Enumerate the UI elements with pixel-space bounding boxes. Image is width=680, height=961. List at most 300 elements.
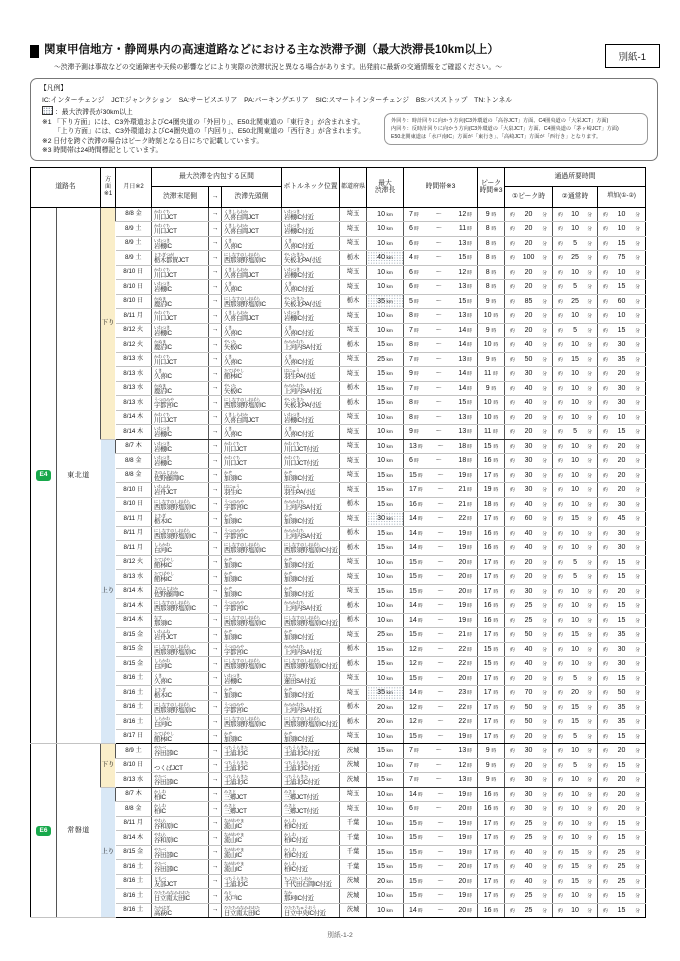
- tail-station-cell: やたべ 谷田部IC: [152, 860, 209, 875]
- table-row: [31, 758, 646, 773]
- table-row: [31, 889, 646, 904]
- transit-normal-cell: 約 10 分: [553, 222, 598, 237]
- arrow-icon: →: [209, 483, 222, 498]
- peak-time-cell: 16 時: [478, 541, 505, 556]
- head-station-cell: つちうらきた 土浦北IC: [222, 744, 282, 759]
- transit-increase-cell: 約 10 分: [598, 222, 646, 237]
- transit-peak-cell: 約 40 分: [505, 541, 553, 556]
- header-road: 道路名: [31, 167, 101, 207]
- transit-normal-cell: 約 10 分: [553, 439, 598, 454]
- max-length-cell: 10 km: [367, 787, 404, 802]
- transit-normal-cell: 約 10 分: [553, 816, 598, 831]
- header-max-length: [367, 167, 404, 207]
- max-length-cell: 20 km: [367, 700, 404, 715]
- tail-station-cell: にしなすのしおばら 西那須野塩原IC: [152, 526, 209, 541]
- table-row: [31, 570, 646, 585]
- max-length-cell: 15 km: [367, 526, 404, 541]
- peak-time-cell: 17 時: [478, 468, 505, 483]
- transit-peak-cell: 約 30 分: [505, 439, 553, 454]
- transit-normal-cell: 約 5 分: [553, 425, 598, 440]
- transit-increase-cell: 約 20 分: [598, 584, 646, 599]
- bottleneck-cell: かしわ 柏IC付近: [282, 860, 340, 875]
- bottleneck-cell: かしわ 柏IC付近: [282, 831, 340, 846]
- header-transit-peak: ①ピーク時: [505, 186, 553, 207]
- table-row: [31, 236, 646, 251]
- max-length-cell: 10 km: [367, 671, 404, 686]
- prefecture-cell: 埼玉: [340, 352, 367, 367]
- head-station-cell: うつのみや 宇都宮IC: [222, 700, 282, 715]
- transit-increase-cell: 約 15 分: [598, 323, 646, 338]
- transit-increase-cell: 約 15 分: [598, 280, 646, 295]
- transit-increase-cell: 約 30 分: [598, 642, 646, 657]
- table-row: [31, 323, 646, 338]
- prefecture-cell: 千葉: [340, 831, 367, 846]
- arrow-icon: →: [209, 599, 222, 614]
- doc-label: 別紙-1: [605, 44, 660, 68]
- transit-increase-cell: 約 30 分: [598, 541, 646, 556]
- transit-peak-cell: 約 30 分: [505, 483, 553, 498]
- date-cell: 8/10 日: [116, 280, 152, 295]
- bottleneck-cell: かぞ 加須IC付近: [282, 512, 340, 527]
- table-row: [31, 787, 646, 802]
- table-row: [31, 642, 646, 657]
- arrow-icon: →: [209, 889, 222, 904]
- table-row: [31, 671, 646, 686]
- table-row: [31, 512, 646, 527]
- prefecture-cell: 栃木: [340, 251, 367, 266]
- arrow-icon: →: [209, 425, 222, 440]
- transit-increase-cell: 約 30 分: [598, 497, 646, 512]
- max-length-cell: 10 km: [367, 599, 404, 614]
- time-band-cell: 6時 ～ 12時: [404, 265, 478, 280]
- date-cell: 8/12 火: [116, 555, 152, 570]
- transit-increase-cell: 約 15 分: [598, 729, 646, 744]
- transit-increase-cell: 約 35 分: [598, 715, 646, 730]
- time-band-cell: 14時 ～ 23時: [404, 686, 478, 701]
- date-cell: 8/9 土: [116, 744, 152, 759]
- transit-peak-cell: 約 40 分: [505, 338, 553, 353]
- max-length-cell: 10 km: [367, 309, 404, 324]
- time-band-cell: 6時 ～ 13時: [404, 280, 478, 295]
- table-row: [31, 555, 646, 570]
- time-band-cell: 9時 ～ 14時: [404, 367, 478, 382]
- date-cell: 8/15 金: [116, 657, 152, 672]
- time-band-cell: 16時 ～ 21時: [404, 497, 478, 512]
- date-cell: 8/16 土: [116, 671, 152, 686]
- header-date: 月日※2: [116, 167, 152, 207]
- head-station-cell: うつのみや 宇都宮IC: [222, 497, 282, 512]
- table-row: [31, 352, 646, 367]
- date-cell: 8/14 木: [116, 613, 152, 628]
- bottleneck-cell: にしなすのしおばら 西那須野塩原IC付近: [282, 613, 340, 628]
- bottleneck-cell: いわつき 岩槻IC付近: [282, 207, 340, 222]
- max-length-cell: 10 km: [367, 903, 404, 918]
- date-cell: 8/16 土: [116, 700, 152, 715]
- time-band-cell: 14時 ～ 19時: [404, 599, 478, 614]
- arrow-icon: →: [209, 628, 222, 643]
- hatch-swatch-icon: [42, 106, 53, 115]
- head-station-cell: かぞ 加須IC: [222, 729, 282, 744]
- arrow-icon: →: [209, 410, 222, 425]
- arrow-icon: →: [209, 787, 222, 802]
- max-length-cell: 10 km: [367, 280, 404, 295]
- transit-increase-cell: 約 15 分: [598, 889, 646, 904]
- header-bottleneck: ボトルネック位置: [282, 167, 340, 207]
- header-peak-time: [478, 167, 505, 207]
- tail-station-cell: かわぐち 川口JCT: [152, 410, 209, 425]
- transit-normal-cell: 約 15 分: [553, 512, 598, 527]
- bottleneck-cell: かみかわち 上河内SA付近: [282, 381, 340, 396]
- transit-peak-cell: 約 25 分: [505, 816, 553, 831]
- peak-time-cell: 8 時: [478, 251, 505, 266]
- max-length-cell: 35 km: [367, 686, 404, 701]
- max-length-cell: 10 km: [367, 570, 404, 585]
- tail-station-cell: にしなすのしおばら 西那須野塩原IC: [152, 700, 209, 715]
- date-cell: 8/11 月: [116, 526, 152, 541]
- head-station-cell: くき 久喜IC: [222, 425, 282, 440]
- arrow-icon: →: [209, 439, 222, 454]
- table-row: [31, 280, 646, 295]
- head-station-cell: くき 久喜IC: [222, 236, 282, 251]
- tail-station-cell: しらかわ 白河IC: [152, 715, 209, 730]
- table-row: [31, 628, 646, 643]
- bottleneck-cell: かしわ 柏IC付近: [282, 816, 340, 831]
- head-station-cell: かぞ 加須IC: [222, 512, 282, 527]
- direction-cell: 下り: [101, 207, 116, 439]
- transit-increase-cell: 約 10 分: [598, 309, 646, 324]
- bottleneck-cell: かみかわち 上河内SA付近: [282, 700, 340, 715]
- tail-station-cell: とちぎ 栃木IC: [152, 512, 209, 527]
- date-cell: 8/16 土: [116, 860, 152, 875]
- prefecture-cell: 埼玉: [340, 802, 367, 817]
- tail-station-cell: とちぎつが 栃木都賀JCT: [152, 251, 209, 266]
- prefecture-cell: 栃木: [340, 642, 367, 657]
- peak-time-cell: 17 時: [478, 831, 505, 846]
- time-band-cell: 4時 ～ 15時: [404, 251, 478, 266]
- peak-time-cell: 9 時: [478, 758, 505, 773]
- transit-peak-cell: 約 20 分: [505, 323, 553, 338]
- tail-station-cell: かぬま 鹿沼IC: [152, 338, 209, 353]
- transit-peak-cell: 約 70 分: [505, 686, 553, 701]
- peak-time-cell: 10 時: [478, 396, 505, 411]
- arrow-icon: →: [209, 555, 222, 570]
- prefecture-cell: 埼玉: [340, 439, 367, 454]
- direction-cell: 上り: [101, 787, 116, 918]
- transit-increase-cell: 約 20 分: [598, 773, 646, 788]
- peak-time-cell: 17 時: [478, 816, 505, 831]
- max-length-cell: 10 km: [367, 236, 404, 251]
- transit-increase-cell: 約 15 分: [598, 816, 646, 831]
- time-band-cell: 12時 ～ 22時: [404, 715, 478, 730]
- tail-station-cell: ともべ 友部JCT: [152, 874, 209, 889]
- transit-peak-cell: 約 30 分: [505, 468, 553, 483]
- table-row: [31, 802, 646, 817]
- arrow-icon: →: [209, 729, 222, 744]
- table-row: [31, 468, 646, 483]
- prefecture-cell: 埼玉: [340, 787, 367, 802]
- table-row: [31, 845, 646, 860]
- date-cell: 8/8 金: [116, 802, 152, 817]
- transit-peak-cell: 約 20 分: [505, 671, 553, 686]
- transit-normal-cell: 約 15 分: [553, 874, 598, 889]
- time-band-cell: 15時 ～ 20時: [404, 570, 478, 585]
- max-length-cell: 20 km: [367, 715, 404, 730]
- bottleneck-cell: やいたきた 矢板北PA付近: [282, 294, 340, 309]
- date-cell: 8/13 水: [116, 396, 152, 411]
- transit-peak-cell: 約 30 分: [505, 744, 553, 759]
- date-cell: 8/15 金: [116, 642, 152, 657]
- peak-time-cell: 17 時: [478, 570, 505, 585]
- transit-increase-cell: 約 10 分: [598, 207, 646, 222]
- time-band-cell: 7時 ～ 14時: [404, 323, 478, 338]
- peak-time-cell: 9 時: [478, 773, 505, 788]
- tail-station-cell: かぬま 鹿沼IC: [152, 294, 209, 309]
- tail-station-cell: かわぐち 川口JCT: [152, 352, 209, 367]
- transit-normal-cell: 約 10 分: [553, 468, 598, 483]
- peak-time-cell: 17 時: [478, 686, 505, 701]
- transit-normal-cell: 約 15 分: [553, 860, 598, 875]
- tail-station-cell: かわぐち 川口JCT: [152, 222, 209, 237]
- arrow-icon: →: [209, 454, 222, 469]
- direction-cell: 上り: [101, 439, 116, 744]
- max-length-cell: 15 km: [367, 541, 404, 556]
- table-row: [31, 309, 646, 324]
- table-row: [31, 526, 646, 541]
- table-row: [31, 207, 646, 222]
- max-length-cell: 15 km: [367, 381, 404, 396]
- date-cell: 8/7 木: [116, 439, 152, 454]
- tail-station-cell: いわつき 岩槻IC: [152, 439, 209, 454]
- legend-box: [30, 78, 658, 161]
- head-station-cell: やいた 矢板IC: [222, 381, 282, 396]
- prefecture-cell: 茨城: [340, 903, 367, 918]
- head-station-cell: にしなすのしおばら 西那須野塩原IC: [222, 613, 282, 628]
- transit-peak-cell: 約 25 分: [505, 903, 553, 918]
- bottleneck-cell: ちよだいしおか 千代田石岡IC付近: [282, 874, 340, 889]
- table-row: [31, 222, 646, 237]
- transit-normal-cell: 約 5 分: [553, 323, 598, 338]
- prefecture-cell: 埼玉: [340, 468, 367, 483]
- time-band-cell: 17時 ～ 21時: [404, 483, 478, 498]
- bottleneck-cell: いわつき 岩槻IC付近: [282, 410, 340, 425]
- tail-station-cell: かわぐち 川口JCT: [152, 309, 209, 324]
- arrow-icon: →: [209, 584, 222, 599]
- transit-normal-cell: 約 10 分: [553, 381, 598, 396]
- road-badge: E6: [31, 744, 57, 918]
- head-station-cell: みと 水戸IC: [222, 889, 282, 904]
- arrow-icon: →: [209, 816, 222, 831]
- bottleneck-cell: みさと 三郷JCT付近: [282, 802, 340, 817]
- tail-station-cell: やわら 谷和原IC: [152, 831, 209, 846]
- max-length-cell: 30 km: [367, 512, 404, 527]
- time-band-cell: 15時 ～ 19時: [404, 831, 478, 846]
- arrow-icon: →: [209, 236, 222, 251]
- transit-peak-cell: 約 25 分: [505, 599, 553, 614]
- date-cell: 8/14 木: [116, 425, 152, 440]
- time-band-cell: 15時 ～ 19時: [404, 468, 478, 483]
- tail-station-cell: しらかわ 白河IC: [152, 541, 209, 556]
- transit-normal-cell: 約 15 分: [553, 700, 598, 715]
- congestion-forecast-table: [30, 167, 646, 919]
- head-station-cell: くきしらおか 久喜白岡JCT: [222, 207, 282, 222]
- arrow-icon: →: [209, 671, 222, 686]
- table-body: [31, 207, 646, 918]
- arrow-icon: →: [209, 802, 222, 817]
- tail-station-cell: かしわ 柏IC: [152, 787, 209, 802]
- transit-increase-cell: 約 20 分: [598, 802, 646, 817]
- transit-increase-cell: 約 30 分: [598, 526, 646, 541]
- transit-increase-cell: 約 50 分: [598, 686, 646, 701]
- prefecture-cell: 茨城: [340, 874, 367, 889]
- transit-normal-cell: 約 10 分: [553, 338, 598, 353]
- transit-peak-cell: 約 25 分: [505, 831, 553, 846]
- table-row: [31, 410, 646, 425]
- bottleneck-cell: にしなすのしおばら 西那須野塩原IC付近: [282, 657, 340, 672]
- time-band-cell: 5時 ～ 15時: [404, 294, 478, 309]
- date-cell: 8/10 日: [116, 294, 152, 309]
- bottleneck-cell: くき 久喜IC付近: [282, 280, 340, 295]
- tail-station-cell: いわつき 岩槻IC: [152, 280, 209, 295]
- transit-normal-cell: 約 10 分: [553, 483, 598, 498]
- table-row: [31, 425, 646, 440]
- header-pref: 都道府県: [340, 167, 367, 207]
- arrow-icon: →: [209, 657, 222, 672]
- transit-peak-cell: 約 30 分: [505, 773, 553, 788]
- bottleneck-cell: かみかわち 上河内SA付近: [282, 526, 340, 541]
- max-length-cell: 15 km: [367, 483, 404, 498]
- table-row: [31, 251, 646, 266]
- head-station-cell: ながれやま 流山IC: [222, 845, 282, 860]
- peak-time-cell: 16 時: [478, 787, 505, 802]
- max-length-cell: 10 km: [367, 889, 404, 904]
- tail-station-cell: かしわ 柏IC: [152, 802, 209, 817]
- peak-time-cell: 9 時: [478, 207, 505, 222]
- transit-peak-cell: 約 20 分: [505, 729, 553, 744]
- max-length-cell: 10 km: [367, 439, 404, 454]
- date-cell: 8/14 木: [116, 410, 152, 425]
- road-name: 常磐道: [57, 744, 101, 918]
- transit-normal-cell: 約 10 分: [553, 787, 598, 802]
- peak-time-cell: 16 時: [478, 599, 505, 614]
- title-block: [44, 44, 599, 71]
- transit-normal-cell: 約 10 分: [553, 831, 598, 846]
- peak-time-cell: 11 時: [478, 367, 505, 382]
- transit-normal-cell: 約 10 分: [553, 309, 598, 324]
- time-band-cell: 15時 ～ 20時: [404, 671, 478, 686]
- prefecture-cell: 栃木: [340, 541, 367, 556]
- peak-time-cell: 9 時: [478, 323, 505, 338]
- date-cell: 8/14 木: [116, 831, 152, 846]
- peak-time-cell: 8 時: [478, 222, 505, 237]
- header-section-group: 最大渋滞を内包する区間: [152, 167, 282, 186]
- time-band-cell: 15時 ～ 19時: [404, 816, 478, 831]
- bottleneck-cell: かぞ 加須IC付近: [282, 628, 340, 643]
- time-band-cell: 7時 ～ 13時: [404, 744, 478, 759]
- arrow-icon: →: [209, 686, 222, 701]
- bottleneck-cell: なか 那珂IC付近: [282, 889, 340, 904]
- arrow-icon: →: [209, 294, 222, 309]
- peak-time-cell: 15 時: [478, 642, 505, 657]
- time-band-cell: 12時 ～ 22時: [404, 657, 478, 672]
- prefecture-cell: 埼玉: [340, 425, 367, 440]
- prefecture-cell: 埼玉: [340, 367, 367, 382]
- prefecture-cell: 埼玉: [340, 729, 367, 744]
- time-band-cell: 8時 ～ 13時: [404, 410, 478, 425]
- header-direction-p1: 方: [105, 177, 112, 184]
- head-station-cell: にしなすのしおばら 西那須野塩原IC: [222, 396, 282, 411]
- time-band-cell: 14時 ～ 19時: [404, 787, 478, 802]
- date-cell: 8/13 水: [116, 367, 152, 382]
- transit-normal-cell: 約 15 分: [553, 715, 598, 730]
- prefecture-cell: 茨城: [340, 889, 367, 904]
- bottleneck-cell: くき 久喜IC付近: [282, 236, 340, 251]
- peak-time-cell: 8 時: [478, 265, 505, 280]
- prefecture-cell: 栃木: [340, 715, 367, 730]
- arrow-icon: →: [209, 265, 222, 280]
- date-cell: 8/17 日: [116, 729, 152, 744]
- tail-station-cell: やわら 谷和原IC: [152, 816, 209, 831]
- peak-time-cell: 17 時: [478, 555, 505, 570]
- head-station-cell: うつのみや 宇都宮IC: [222, 599, 282, 614]
- peak-time-cell: 9 時: [478, 352, 505, 367]
- prefecture-cell: 埼玉: [340, 454, 367, 469]
- peak-time-cell: 17 時: [478, 729, 505, 744]
- max-length-cell: 25 km: [367, 628, 404, 643]
- tail-station-cell: たてばやし 館林IC: [152, 570, 209, 585]
- bottleneck-cell: いわつき 岩槻IC付近: [282, 222, 340, 237]
- peak-time-cell: 17 時: [478, 715, 505, 730]
- tail-station-cell: さのふじおか 佐野藤岡IC: [152, 584, 209, 599]
- transit-increase-cell: 約 30 分: [598, 657, 646, 672]
- date-cell: 8/13 水: [116, 570, 152, 585]
- head-station-cell: にしなすのしおばら 西那須野塩原IC: [222, 294, 282, 309]
- date-cell: 8/9 土: [116, 222, 152, 237]
- legend-note-2: ※2 日付を跨ぐ渋滞の場合はピーク時刻となる日にちで記載しています。: [42, 137, 264, 145]
- peak-time-cell: 10 時: [478, 309, 505, 324]
- table-row: [31, 396, 646, 411]
- prefecture-cell: 埼玉: [340, 309, 367, 324]
- table-row: [31, 657, 646, 672]
- transit-peak-cell: 約 50 分: [505, 715, 553, 730]
- transit-normal-cell: 約 10 分: [553, 613, 598, 628]
- date-cell: 8/13 水: [116, 381, 152, 396]
- peak-time-cell: 9 時: [478, 744, 505, 759]
- head-station-cell: かぞ 加須IC: [222, 584, 282, 599]
- transit-peak-cell: 約 60 分: [505, 512, 553, 527]
- date-cell: 8/15 金: [116, 628, 152, 643]
- table-row: [31, 541, 646, 556]
- transit-increase-cell: 約 25 分: [598, 845, 646, 860]
- transit-normal-cell: 約 10 分: [553, 802, 598, 817]
- max-length-cell: 10 km: [367, 410, 404, 425]
- arrow-icon: →: [209, 207, 222, 222]
- bottleneck-cell: つちうらきた 土浦北IC付近: [282, 758, 340, 773]
- max-length-cell: 15 km: [367, 642, 404, 657]
- transit-peak-cell: 約 50 分: [505, 628, 553, 643]
- transit-normal-cell: 約 10 分: [553, 207, 598, 222]
- transit-peak-cell: 約 20 分: [505, 222, 553, 237]
- max-length-cell: 15 km: [367, 497, 404, 512]
- side-note-line1: 外回り：時計回りに向かう方向(C3外環道の「高谷JCT」方面、C4圏央道の「大栄JCT」方面): [391, 117, 609, 124]
- transit-normal-cell: 約 20 分: [553, 686, 598, 701]
- tail-station-cell: いわつき 岩槻IC: [152, 323, 209, 338]
- time-band-cell: 8時 ～ 15時: [404, 396, 478, 411]
- bottleneck-cell: かみかわち 上河内SA付近: [282, 599, 340, 614]
- arrow-icon: →: [209, 323, 222, 338]
- table-row: [31, 744, 646, 759]
- arrow-icon: →: [209, 874, 222, 889]
- prefecture-cell: 栃木: [340, 599, 367, 614]
